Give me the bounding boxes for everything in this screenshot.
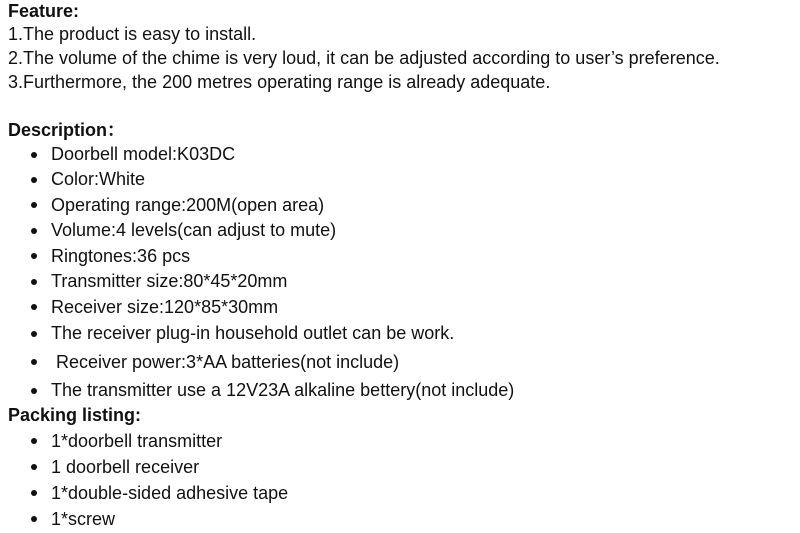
bullet-icon [31, 177, 37, 183]
description-item-text: Receiver power:3*AA batteries(not include) [51, 352, 400, 372]
feature-heading: Feature: [8, 1, 80, 21]
description-item-text: Color:White [51, 169, 146, 189]
description-item [8, 142, 798, 167]
description-heading: Description： [8, 120, 126, 140]
bullet-icon [31, 388, 37, 394]
packing-heading: Packing listing: [8, 405, 142, 425]
description-item [8, 218, 798, 243]
description-item [8, 294, 798, 320]
description-list [8, 142, 798, 404]
bullet-icon [31, 359, 37, 365]
description-item-text: Ringtones:36 pcs [51, 246, 191, 266]
description-item-text: Doorbell model:K03DC [51, 144, 236, 164]
description-item [8, 269, 798, 294]
bullet-icon [31, 438, 37, 444]
bullet-icon [31, 464, 37, 470]
packing-item-text: 1*screw [51, 509, 116, 529]
bullet-icon [31, 152, 37, 158]
bullet-icon [31, 228, 37, 234]
description-item-text: The transmitter use a 12V23A alkaline bettery(not include) [51, 380, 515, 400]
feature-item: 2.The volume of the chime is very loud, it can be adjusted according to user’s preference. [8, 48, 720, 68]
bullet-icon [31, 516, 37, 522]
description-item [8, 167, 798, 192]
packing-item-text: 1*double-sided adhesive tape [51, 483, 289, 503]
bullet-icon [31, 331, 37, 337]
packing-item-text: 1 doorbell receiver [51, 457, 200, 477]
packing-item-text: 1*doorbell transmitter [51, 431, 223, 451]
bullet-icon [31, 490, 37, 496]
section-spacer [8, 94, 798, 118]
packing-item [8, 454, 798, 480]
bullet-icon [31, 304, 37, 310]
description-item-text: Operating range:200M(open area) [51, 195, 325, 215]
product-description [8, 0, 798, 532]
description-item [8, 192, 798, 218]
description-item [8, 377, 798, 404]
packing-item [8, 480, 798, 506]
description-item-text: Transmitter size:80*45*20mm [51, 271, 288, 291]
feature-item: 1.The product is easy to install. [8, 24, 257, 44]
packing-list [8, 428, 798, 532]
description-item [8, 347, 798, 377]
description-item [8, 320, 798, 347]
packing-item [8, 506, 798, 532]
packing-item [8, 428, 798, 454]
description-item-text: Volume:4 levels(can adjust to mute) [51, 220, 337, 240]
bullet-icon [31, 279, 37, 285]
description-item-text: Receiver size:120*85*30mm [51, 297, 279, 317]
description-item [8, 243, 798, 269]
bullet-icon [31, 202, 37, 208]
description-item-text: The receiver plug-in household outlet can be work. [51, 323, 455, 343]
feature-item: 3.Furthermore, the 200 metres operating range is already adequate. [8, 72, 551, 92]
bullet-icon [31, 253, 37, 259]
